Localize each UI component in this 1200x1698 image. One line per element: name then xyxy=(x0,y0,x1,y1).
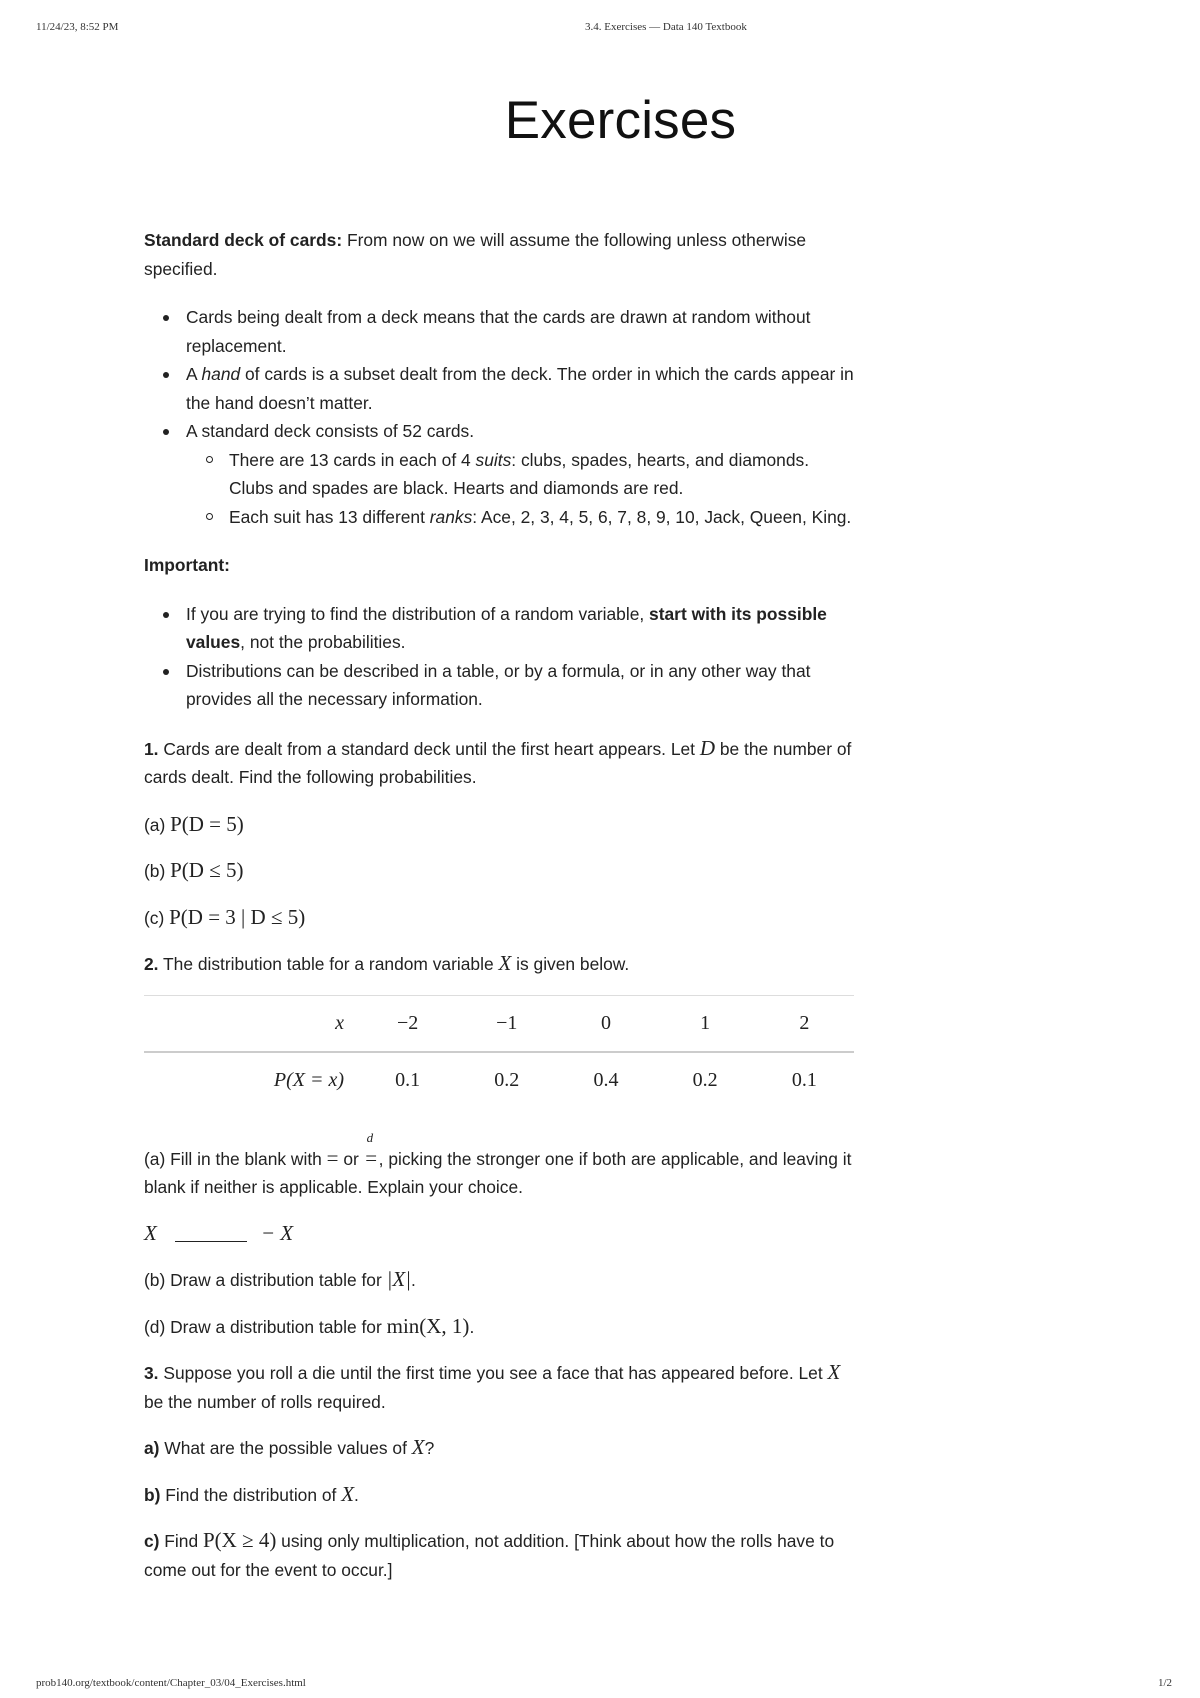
blank-expression xyxy=(144,1219,858,1249)
question-number: 3. xyxy=(144,1363,159,1383)
table-cell: 0.2 xyxy=(692,1068,718,1091)
list-item xyxy=(186,417,858,531)
table-cell: 0.4 xyxy=(593,1068,619,1091)
row-label-text: P(X = x) xyxy=(273,1068,344,1091)
list-item-text: : Ace, 2, 3, 4, 5, 6, 7, 8, 9, 10, Jack, Queen, King. xyxy=(472,506,852,527)
question-text: or xyxy=(338,1148,364,1169)
deck-sublist xyxy=(186,446,858,532)
question-1b xyxy=(144,856,858,886)
math-variable: X xyxy=(827,1360,841,1384)
table-cell: 0.1 xyxy=(791,1068,817,1091)
table-cell: 0.1 xyxy=(395,1068,421,1091)
question-1a xyxy=(144,810,858,840)
math-expression: P(D ≤ 5) xyxy=(170,858,244,882)
list-item-text: If you are trying to find the distribution of a random variable, xyxy=(186,603,650,624)
table-cell: 0.2 xyxy=(494,1068,520,1091)
list-item-text: of cards is a subset dealt from the deck. The order in which the cards appear in the hand doesn’t matter. xyxy=(186,364,854,413)
question-text: be the number of cards dealt. Find the following probabilities. xyxy=(144,738,852,787)
question-text: Find xyxy=(159,1531,203,1551)
math-variable: X xyxy=(498,951,512,975)
math-expression: P(D = 5) xyxy=(170,811,244,836)
question-1c xyxy=(144,903,858,933)
list-item xyxy=(186,600,858,657)
list-item-text: Each suit has 13 different xyxy=(229,506,430,527)
deck-rules-list xyxy=(144,303,858,531)
math-expression: min(X, 1) xyxy=(386,1313,470,1338)
math-variable: X xyxy=(341,1481,355,1506)
part-label: b) xyxy=(144,1484,161,1505)
list-item-text: A standard deck consists of 52 cards. xyxy=(186,421,475,441)
print-url: prob140.org/textbook/content/Chapter_03/04_Exercises.html xyxy=(36,1677,306,1689)
question-text: . xyxy=(410,1270,416,1290)
table-header-label xyxy=(144,995,358,1052)
table-cell: −2 xyxy=(358,995,457,1052)
question-3c xyxy=(144,1526,858,1584)
question-3 xyxy=(144,1358,858,1416)
question-text: . xyxy=(354,1484,359,1505)
question-number: 1. xyxy=(144,738,159,759)
table-header-row xyxy=(144,995,854,1052)
equals-symbol: = xyxy=(326,1145,339,1170)
list-item-text: , not the probabilities. xyxy=(240,632,406,652)
question-text: using only multiplication, not addition. [Think about how the rolls have to come out for the event to occur.] xyxy=(144,1531,835,1580)
main-content xyxy=(144,226,858,1584)
distribution-superscript: d xyxy=(366,1129,374,1145)
important-label: Important: xyxy=(144,555,230,575)
part-label: (b) xyxy=(144,861,171,881)
list-item-text: There are 13 cards in each of 4 xyxy=(229,449,476,470)
list-item-text: A xyxy=(186,364,202,384)
list-item-text: : clubs, spades, hearts, and diamonds. Clubs and spades are black. Hearts and diamonds are red. xyxy=(229,449,810,498)
part-label: c) xyxy=(144,1531,160,1551)
page-title: Exercises xyxy=(504,91,737,150)
question-text: Cards are dealt from a standard deck until the first heart appears. Let xyxy=(158,738,700,759)
question-2 xyxy=(144,949,858,979)
question-text: Find the distribution of xyxy=(160,1484,342,1505)
question-text: What are the possible values of xyxy=(159,1438,412,1458)
question-text: Suppose you roll a die until the first time you see a face that has appeared before. Let xyxy=(158,1363,828,1383)
answer-blank xyxy=(175,1240,247,1242)
list-item xyxy=(186,303,858,360)
sublist-item xyxy=(229,446,858,503)
part-label: a) xyxy=(144,1438,160,1458)
intro-bold: Standard deck of cards: xyxy=(144,230,343,250)
equal-in-distribution-symbol xyxy=(364,1129,379,1174)
bold-text: start with its possible values xyxy=(186,603,827,652)
question-text: ? xyxy=(424,1438,435,1458)
distribution-table xyxy=(144,995,854,1108)
question-1 xyxy=(144,734,858,792)
question-2b xyxy=(144,1265,858,1295)
print-footer xyxy=(0,1677,1200,1693)
math-variable: X xyxy=(144,1220,157,1245)
print-datetime: 11/24/23, 8:52 PM xyxy=(36,21,119,33)
question-text: (b) Draw a distribution table for xyxy=(144,1270,387,1290)
intro-text: From now on we will assume the following unless otherwise specified. xyxy=(144,230,807,279)
table-row-label xyxy=(144,1052,358,1108)
list-item xyxy=(186,657,858,714)
question-text: The distribution table for a random variable xyxy=(158,954,499,974)
emphasis: suits xyxy=(475,449,512,470)
question-text: is given below. xyxy=(511,954,630,974)
sublist-item xyxy=(229,503,858,532)
question-text: . xyxy=(469,1316,475,1337)
math-expression: |X| xyxy=(386,1267,411,1291)
emphasis: ranks xyxy=(429,506,473,527)
important-list xyxy=(144,600,858,714)
question-number: 2. xyxy=(144,954,159,974)
question-2a xyxy=(144,1129,858,1202)
print-page-number: 1/2 xyxy=(1157,1677,1172,1689)
math-expression: − X xyxy=(260,1220,294,1245)
question-text: , picking the stronger one if both are applicable, and leaving it blank if neither is applicable. Explain your choice. xyxy=(144,1148,852,1197)
question-text: (a) Fill in the blank with xyxy=(144,1148,327,1169)
table-cell: −1 xyxy=(457,995,556,1052)
list-item-text: Cards being dealt from a deck means that the cards are drawn at random without replacement. xyxy=(186,307,811,356)
intro-paragraph xyxy=(144,226,858,283)
math-variable: D xyxy=(699,735,716,760)
math-variable: X xyxy=(411,1435,425,1459)
print-header xyxy=(0,21,1200,37)
list-item xyxy=(186,360,858,417)
table-cell: 0 xyxy=(556,995,655,1052)
math-expression: P(X ≥ 4) xyxy=(202,1528,277,1552)
table-cell: 2 xyxy=(755,995,854,1052)
equals-symbol: = xyxy=(365,1145,378,1170)
question-3a xyxy=(144,1433,858,1463)
header-label-text: x xyxy=(335,1011,344,1034)
math-expression: P(D = 3 | D ≤ 5) xyxy=(169,904,306,929)
important-heading xyxy=(144,551,858,580)
question-text: be the number of rolls required. xyxy=(144,1391,386,1412)
table-cell: 1 xyxy=(656,995,755,1052)
question-text: (d) Draw a distribution table for xyxy=(144,1316,387,1337)
part-label: (c) xyxy=(144,907,170,928)
table-row xyxy=(144,1052,854,1108)
question-2d xyxy=(144,1312,858,1342)
emphasis: hand xyxy=(201,364,241,384)
list-item-text: Distributions can be described in a table, or by a formula, or in any other way that provides all the necessary information. xyxy=(186,660,811,709)
question-3b xyxy=(144,1480,858,1510)
print-doc-title: 3.4. Exercises — Data 140 Textbook xyxy=(585,21,747,33)
part-label: (a) xyxy=(144,814,171,835)
